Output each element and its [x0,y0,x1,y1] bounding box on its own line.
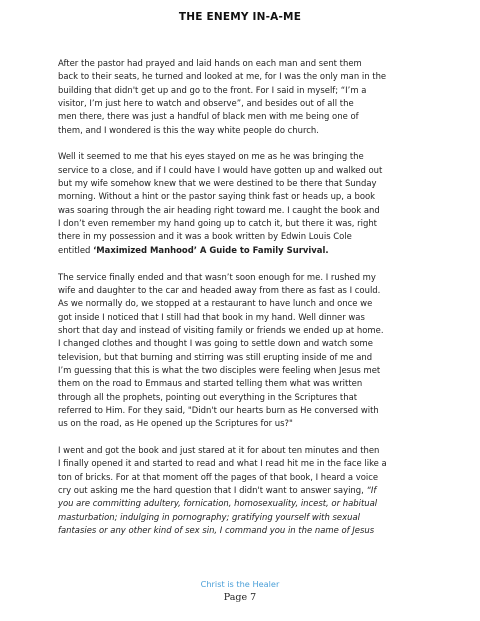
paragraph-2 [58,150,426,257]
quote-line: you are committing adultery, fornication, homosexuality, incest, or habitual [58,498,378,509]
text-line: After the pastor had prayed and laid hands on each man and sent them [58,58,362,68]
text-line: Well it seemed to me that his eyes stayed on me as he was bringing the [58,151,364,162]
body-text [58,57,426,551]
paragraph-1 [58,57,426,137]
text-line: building that didn't get up and go to the front. For I said in myself; “I’m a [58,84,367,95]
text-line: was soaring through the air heading right toward me. I caught the book and [58,204,380,215]
text-line: wife and daughter to the car and headed away from there as fast as I could. [58,284,381,295]
text-line: morning. Without a hint or the pastor saying think fast or heads up, a book [58,191,376,202]
paragraph-4 [58,444,426,537]
paragraph-3 [58,271,426,431]
text-line: I went and got the book and just stared at it for about ten minutes and then [58,444,380,455]
text-line: but my wife somehow knew that we were destined to be there that Sunday [58,178,377,189]
text-line: visitor, I’m just here to watch and observe”, and besides out of all the [58,98,354,109]
text-line: I’m guessing that this is what the two disciples were feeling when Jesus met [58,364,381,375]
text-line: them on the road to Emmaus and started telling them what was written [58,378,363,389]
text-line: short that day and instead of visiting family or friends we ended up at home. [58,324,384,335]
text-line: men there, there was just a handful of black men with me being one of [58,111,359,122]
text-line: them, and I wondered is this the way white people do church. [58,124,319,135]
text-segment: cry out asking me the hard question that I didn't want to answer saying, [58,485,367,495]
page-number: Page 7 [223,592,257,603]
text-line: television, but that burning and stirring was still erupting inside of me and [58,351,373,362]
quote-line: masturbation; indulging in pornography; gratifying yourself with sexual [58,511,360,522]
quote-line: fantasies or any other kind of sex sin, I command you in the name of Jesus [58,525,375,536]
text-line: got inside I noticed that I still had that book in my hand. Well dinner was [58,311,365,322]
text-line: back to their seats, he turned and looked at me, for I was the only man in the [58,71,387,82]
text-line: As we normally do, we stopped at a restaurant to have lunch and once we [58,298,373,309]
quote-start: “If [366,485,377,495]
text-line: I changed clothes and thought I was going to settle down and watch some [58,338,373,349]
text-line: ton of bricks. For at that moment off the pages of that book, I heard a voice [58,471,379,482]
text-line: The service finally ended and that wasn’t soon enough for me. I rushed my [58,271,376,282]
text-segment: entitled [58,244,94,255]
text-line: through all the prophets, pointing out everything in the Scriptures that [58,391,358,402]
text-line: service to a close, and if I could have I would have gotten up and walked out [58,164,383,175]
text-line: there in my possession and it was a book written by Edwin Louis Cole [58,231,352,242]
text-line: referred to Him. For they said, "Didn't our hearts burn as He conversed with [58,404,379,415]
book-title: ‘Maximized Manhood’ A Guide to Family Survival. [93,244,329,255]
text-line: I don’t even remember my hand going up to catch it, but there it was, right [58,218,377,229]
text-line: I finally opened it and started to read and what I read hit me in the face like a [58,458,387,469]
text-line [58,484,426,497]
footer-text: Christ is the Healer [200,579,280,589]
text-line: us on the road, as He opened up the Scriptures for us?" [58,418,293,429]
page-title: THE ENEMY IN-A-ME [178,11,302,23]
text-line [58,244,426,257]
